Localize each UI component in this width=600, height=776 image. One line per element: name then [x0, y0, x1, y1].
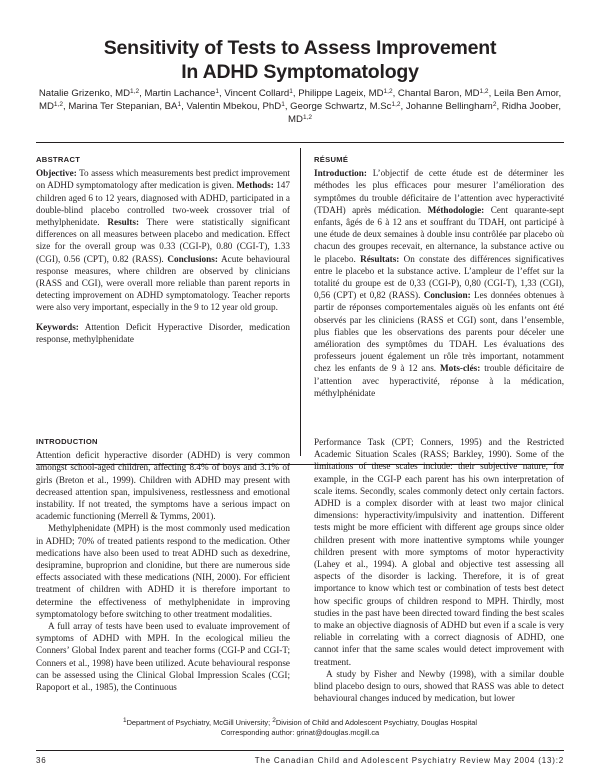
author-name: Johanne Bellingham: [405, 100, 493, 112]
intro-paragraph-5: A study by Fisher and Newby (1998), with a similar double blind placebo design to ours, showed that RASS was able to detect behavioural changes induced by medication, but lower: [314, 668, 564, 704]
author-name: Marina Ter Stepanian, BA: [68, 100, 178, 112]
author-affiliation-sup: 1,2: [53, 100, 63, 108]
abstract-keywords: Keywords: Attention Deficit Hyperactive Disorder, medication response, methylphenidate: [36, 321, 290, 344]
abstract-body: Objective: To assess which measurements best predict improvement on ADHD symptomatology after medication is given. Methods: 147 children aged 6 to 12 years, diagnosed with ADHD, participated in a double-blind placebo controlled two-week crossover trial of methylphenidate. Results: There were statistically significant differences on all measures between placebo and medication. Effect size for the overall group was 0.33 (CGI-P), 0.80 (CGI-T), 1.33 (CGI), 0.56 (CPT), 0.82 (RASS). Conclusions: Acute behavioural response measures, where children are observed by clinicians (RASS and CGI), were overall more reliable than parent reports in detecting improvement on ADHD symptomatology. Teacher reports were also very important, especially in the 9 to 12 year old group.: [36, 168, 291, 313]
author-affiliation-sup: 2: [492, 100, 497, 108]
author-name: Vincent Collard: [224, 88, 290, 99]
journal-citation: The Canadian Child and Adolescent Psychiatry Review May 2004 (13):2: [254, 756, 564, 765]
author-affiliation-sup: 1,2: [302, 113, 312, 121]
author-affiliation-sup: 1: [281, 100, 285, 108]
intro-paragraph-3: A full array of tests have been used to evaluate improvement of symptoms of ADHD with MPH. In the ecological milieu the Conners’ Global Index parent and teacher forms (CGI-P and CGI-T; Conners et al., 1998) have been utilized. Acute behavioural response can be assessed using the Clinical Global Impression Scales (CGI; Rapoport et al., 1985), the Continuous: [36, 621, 290, 693]
intro-right-column: [314, 436, 564, 704]
title-line-2: In ADHD Symptomatology: [181, 61, 419, 83]
abstract-column: [36, 154, 290, 345]
author-affiliation-sup: 1: [215, 88, 219, 95]
author-affiliation-sup: 1,2: [479, 88, 489, 95]
author-affiliation-sup: 1,2: [383, 88, 393, 95]
resume-column: [314, 154, 564, 399]
author-name: Natalie Grizenko, MD: [38, 88, 131, 99]
article-title: [0, 36, 600, 84]
column-divider: [300, 148, 301, 456]
author-affiliation-sup: 1: [177, 100, 182, 108]
resume-body: Introduction: L’objectif de cette étude est de déterminer les méthodes les plus efficaces pour mesurer l’amélioration des symptômes du trouble déficitaire de l’attention avec hyperactivité (TDAH) après médication. Méthodologie: Cent quarante-sept enfants, âgés de 6 à 12 ans et souffrant du TDAH, ont participé à une étude de deux semaines à double insu contrôlée par placebo où chacun des groupes recevait, en alternance, la substance active ou le placebo. Résultats: On constate des différences significatives entre le placebo et la substance active. L’ampleur de l’effet sur la totalité du groupe est de 0,33 (CGI-P), 0,80 (CGI-T), 1,33 (CGI), 0,56 (CPT) et 0,82 (RASS). Conclusion: Les données obtenues à partir de réponses comportementales aiguës où les enfants ont été observés par les cliniciens (RASS et CGI) sont, dans l’ensemble, plus fiables que les observations des parents pour déceler une amélioration des symptômes du TDAH. Les évaluations des professeurs jouent également un rôle très important, notamment chez les enfants de 9 à 12 ans. Mots-clés: trouble déficitaire de l’attention avec hyperactivité, réponse à la médication, méthylphénidate: [314, 168, 565, 398]
introduction-heading: INTRODUCTION: [36, 437, 98, 446]
author-affiliation-sup: 1,2: [391, 100, 401, 108]
author-name: Valentin Mbekou, PhD: [186, 100, 282, 112]
author-list: Natalie Grizenko, MD$^{1,2}$, Martin Lachance$^1$, Vincent Collard$^1$, Philippe Lageix, MD$^{1,2}$, Chantal Baron, MD$^{1,2}$, Leila Ben Amor, MD$^{1,2}$, Marina Ter Stepanian, $BA^1$, Valentin Mbekou, PhD$^1$, George Schwartz, M.Sc$^{1,2}$, Johanne Bellingham$^2$, Ridha Joober, MD$^{1,2}$: [38, 88, 562, 125]
author-affiliation-sup: 1: [289, 88, 293, 95]
author-name: George Schwartz, M.Sc: [290, 100, 392, 112]
corresponding-author: Corresponding author: grinat@douglas.mcgill.ca: [220, 728, 380, 737]
abstract-heading: ABSTRACT: [36, 155, 81, 164]
affiliation-footnote: [0, 718, 600, 738]
author-name: Martin Lachance: [144, 88, 216, 99]
intro-left-column: [36, 436, 290, 693]
affiliation-line: $^1$Department of Psychiatry, McGill University; $^2$Division of Child and Adolescent Psychiatry, Douglas Hospital: [122, 717, 478, 727]
author-name: Ridha Joober, MD: [288, 100, 561, 125]
page-number: 36: [36, 756, 47, 765]
footer-divider: [36, 750, 564, 751]
intro-paragraph-1: Attention deficit hyperactive disorder (ADHD) is very common amongst school-aged children, affecting 8.4% of boys and 3.1% of girls (Breton et al., 1999). Children with ADHD may present with decreased attention span, impulsiveness, restlessness and emotional instability. If not treated, the symptoms have a serious impact on academic functioning (Merrell & Tymms, 2001).: [36, 450, 290, 522]
title-line-1: Sensitivity of Tests to Assess Improvement: [103, 37, 497, 59]
author-affiliation-sup: 1,2: [130, 88, 140, 95]
author-name: Philippe Lageix, MD: [298, 88, 384, 99]
resume-heading: RÉSUMÉ: [314, 155, 349, 164]
author-name: Leila Ben Amor, MD: [39, 88, 562, 112]
intro-paragraph-4: Performance Task (CPT; Conners, 1995) and the Restricted Academic Situation Scales (RASS; Barkley, 1990). Some of the limitations of these scales include: their subjective nature, for example, in the CGI-P each parent has his own interpretation of scale items. Secondly, scales commonly detect only certain factors. ADHD is a complex disorder with at least two major clinical dimensions: hyperactivity/impulsivity and inattention. Different tests might be more efficient with different age groups since older children present with more inattentive symptoms while younger children present with more symptoms of motor hyperactivity (Lahey et al., 1994). A global and objective test assessing all aspects of the disorder is lacking. Therefore, it is of great importance to know which test or combination of tests best detect how specific groups of children respond to MPH. Thirdly, most studies in the past have been directed toward finding the best scales to make an objective diagnosis of ADHD but even if a scale is very reliable in correlating with a correct diagnosis of ADHD, one cannot infer that the same scales would detect improvement with treatment.: [314, 437, 564, 667]
top-divider: [36, 142, 564, 143]
author-name: Chantal Baron, MD: [397, 88, 480, 99]
intro-paragraph-2: Methylphenidate (MPH) is the most commonly used medication in ADHD; 70% of treated patients respond to the medication. Other medications have also been used to treat ADHD such as dexedrine, desipramine, buproprion and clonidine, but there are numerous side effects associated with these medications (NIH, 2000). For efficient treatment of children with ADHD it is therefore important to determine the effectiveness of methylphenidate in improving symptomatology before switching to other treatment modalities.: [36, 523, 290, 619]
